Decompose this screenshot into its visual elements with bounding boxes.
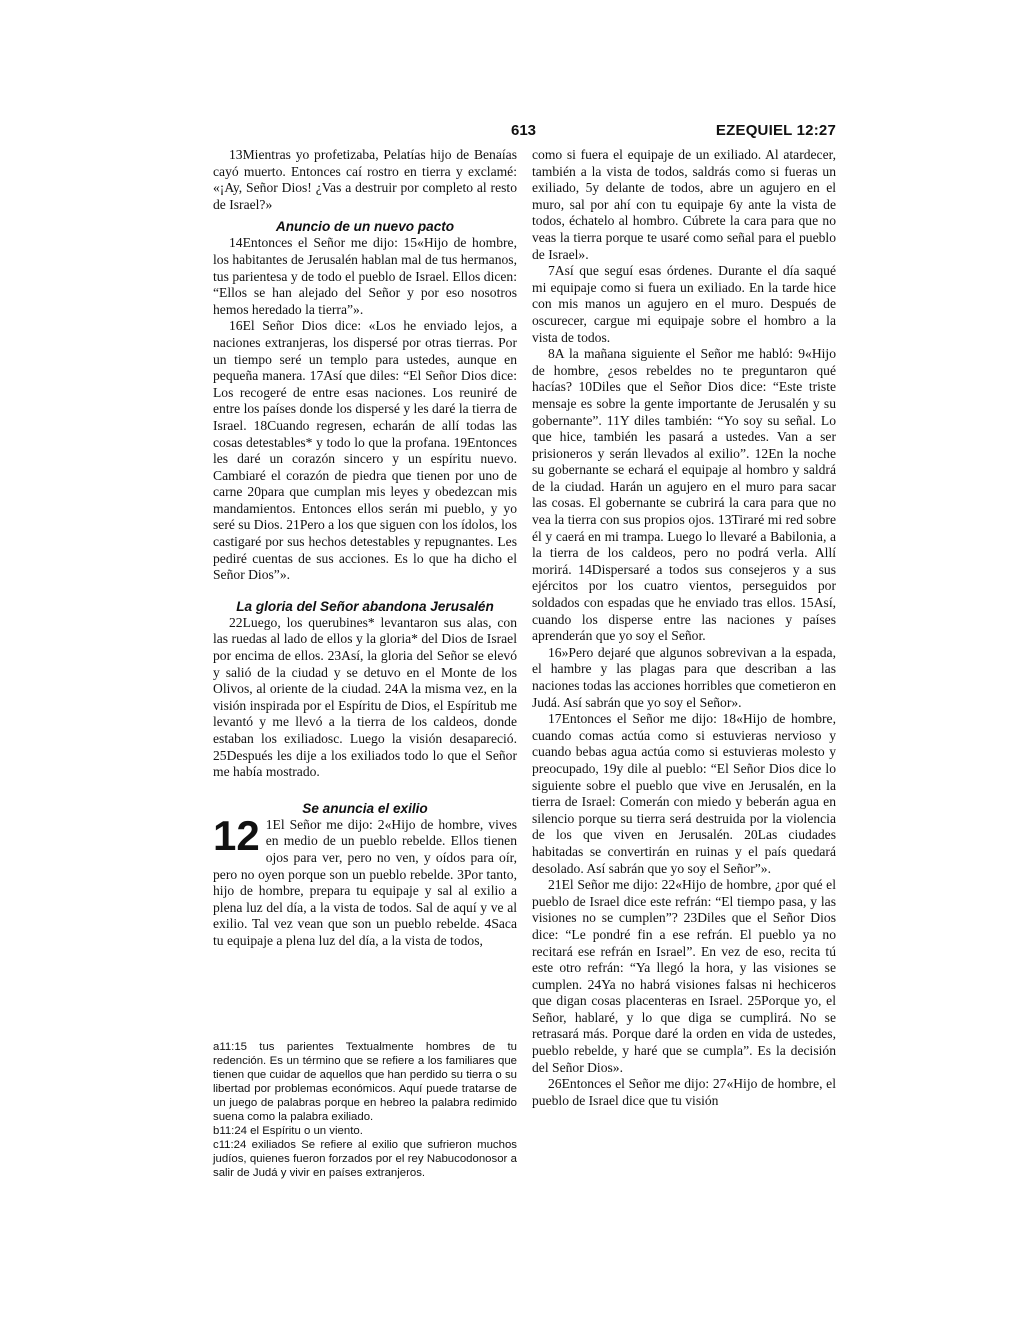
section-heading-gloria: La gloria del Señor abandona Jerusalén <box>236 598 494 614</box>
footnote-a: a11:15 tus parientes Textualmente hombres de tu redención. Es un término que se refiere a los familiares que tienen que cuidar de aquellos que han perdido su tierra o su libertad por problemas económicos. Aquí puede tratarse de un juego de palabras porque en hebreo la palabra redimido suena como la palabra exiliado. <box>213 1041 517 1123</box>
section-heading-nuevo-pacto: Anuncio de un nuevo pacto <box>275 219 455 235</box>
running-head: EZEQUIEL 12:27 <box>715 122 836 139</box>
paragraph-12-7: 7Así que seguí esas órdenes. Durante el día saqué mi equipaje como si fuera un exiliado. En la tarde hice con mis manos un agujero en el muro. Después de oscurecer, cargue mi equipaje sobre el hombro a la vista de todos. <box>532 263 836 345</box>
paragraph-12-1 <box>213 811 517 950</box>
paragraph-11-16: 16El Señor Dios dice: «Los he enviado lejos, a naciones extranjeras, los dispersé por otras tierras. Por un tiempo seré un templo para ustedes, aunque en pequeña manera. 17Así que diles: “El Señor Dios dice: Los recogeré de entre esas naciones. Los reuniré de entre los países donde los dispersé y les daré la tierra de Israel. 18Cuando regresen, echarán de allí todas las cosas detestables* y todo lo que la profana. 19Entonces les daré un corazón sincero y un espíritu nuevo. Cambiaré el corazón de piedra que tienen por uno de carne 20para que cumplan mis leyes y obedezcan mis mandamientos. Entonces ellos serán mi pueblo, y yo seré su Dios. 21Pero a los que siguen con los ídolos, los castigaré por sus hechos detestables y repugnantes. Les pediré cuentas de sus acciones. Es lo que ha dicho el Señor Dios”». <box>213 318 517 583</box>
paragraph-11-13: 13Mientras yo profetizaba, Pelatías hijo de Benaías cayó muerto. Entonces caí rostro en tierra y exclamé: «¡Ay, Señor Dios! ¿Vas a destruir por completo al resto de Israel?» <box>213 147 517 212</box>
footnote-c: c11:24 exiliados Se refiere al exilio que sufrieron muchos judíos, quienes fueron forzados por el rey Nabucodonosor a salir de Judá y vivir en países extranjeros. <box>213 1139 517 1179</box>
paragraph-11-14: 14Entonces el Señor me dijo: 15«Hijo de hombre, los habitantes de Jerusalén hablan mal de tus hermanos, tus parientesa y de todo el pueblo de Israel. Ellos dicen: “Ellos se han alejado del Señor y por eso nosotros hemos heredado la tierra”». <box>213 235 517 317</box>
chapter-number: 12 <box>213 811 260 859</box>
right-column <box>532 147 836 1109</box>
chapter-12-text: 1El Señor me dijo: 2«Hijo de hombre, vives en medio de un pueblo rebelde. Ellos tienen ojos para ver, pero no ven, y oídos para oír, pero no oyen porque son un pueblo rebelde. 3Por tanto, hijo de hombre, prepara tu equipaje y sal al exilio a plena luz del día, a la vista de todos. Sal de aquí y ve al exilio. Tal vez vean que son un pueblo rebelde. 4Saca tu equipaje a plena luz del día, a la vista de todos, <box>213 816 517 948</box>
page-header <box>213 122 836 144</box>
footnote-b: b11:24 el Espíritu o un viento. <box>213 1125 363 1137</box>
paragraph-12-16: 16»Pero dejaré que algunos sobrevivan a la espada, el hambre y las plagas para que describan a las naciones todas las acciones horribles que cometieron en Judá. Así sabrán que yo soy el Señor». <box>532 644 836 710</box>
paragraph-11-22: 22Luego, los querubines* levantaron sus alas, con las ruedas al lado de ellos y la gloria* del Dios de Israel por encima de ellos. 23Así, la gloria del Señor se elevó y salió de la ciudad y se detuvo en el Monte de los Olivos, al oriente de la ciudad. 24A la misma vez, en la visión inspirada por el Espíritu de Dios, el Espíritub me levantó y me llevó a la tierra de los caldeos, donde estaban los exiliadosc. Luego la visión desapareció. 25Después les dije a los exiliados todo lo que el Señor me había mostrado. <box>213 614 517 780</box>
paragraph-12-8: 8A la mañana siguiente el Señor me habló: 9«Hijo de hombre, ¿esos rebeldes no te preguntaron qué hacías? 10Diles que el Señor Dios dice: “Este triste mensaje es sobre la gente importante de Jerusalén y su gobernante”. 11Y diles también: “Yo soy su señal. Lo que hice, también les pasará a ustedes. Van a ser prisioneros y serán llevados al exilio”. 12En la noche su gobernante se echará el equipaje al hombro y saldrá de la ciudad. Harán un agujero en el muro para sacar las cosas. El gobernante se cubrirá la cara para que no vea la tierra con sus propios ojos. 13Tiraré mi red sobre él y caerá en mi trampa. Luego lo llevaré a Babilonia, a la tierra de los caldeos, pero no podrá verla. Allí morirá. 14Dispersaré a todos sus consejeros y a sus ejércitos por los cuatro vientos, perseguidos por soldados con espadas que he enviado tras ellos. 15Así, cuando los disperse entre las naciones y países aprenderán que yo soy el Señor. <box>532 346 836 644</box>
paragraph-12-4-cont: como si fuera el equipaje de un exiliado. Al atardecer, también a la vista de todos, saldrás como si fueras un exiliado, 5y delante de todos, abre un agujero en el muro, sal por ahí con tu equipaje 6y ante la vista de todos, échatelo al hombro. Cúbrete la cara para que no veas la tierra porque te usaré como señal para el pueblo de Israel». <box>532 147 836 262</box>
section-heading-exilio: Se anuncia el exilio <box>302 800 428 816</box>
page-number: 613 <box>511 122 537 139</box>
footnotes <box>213 1040 517 1180</box>
paragraph-12-17: 17Entonces el Señor me dijo: 18«Hijo de hombre, cuando comas actúa como si estuvieras nervioso y cuando bebas agua actúa como si estuvieras molesto y preocupado, 19y dile al pueblo: “El Señor Dios dice lo siguiente sobre el pueblo que vive en Jerusalén, en la tierra de Israel: Comerán con miedo y beberán agua en silencio porque su tierra será destruida por la violencia de los que viven en Jerusalén. 20Las ciudades habitadas se convertirán en ruinas y el país quedará desolado. Así sabrán que yo soy el Señor”». <box>532 711 836 876</box>
paragraph-12-21: 21El Señor me dijo: 22«Hijo de hombre, ¿por qué el pueblo de Israel dice este refrán: “El tiempo pasa, y las visiones no se cumplen”? 23Diles que el Señor Dios dice: “Le pondré fin a ese refrán. El pueblo ya no recitará ese refrán en Israel”. En vez de eso, recita tú este otro refrán: “Ya llegó la hora, y las visiones se cumplen. 24Ya no habrá visiones falsas ni hechiceros que digan cosas placenteras en Israel. 25Porque yo, el Señor, hablaré, y lo que diga se cumplirá. No se retrasará más. Porque daré la orden en vida de ustedes, pueblo rebelde, y haré que se cumpla”. Es la decisión del Señor Dios». <box>532 877 836 1075</box>
left-column <box>213 147 517 950</box>
paragraph-12-26: 26Entonces el Señor me dijo: 27«Hijo de hombre, el pueblo de Israel dice que tu visión <box>532 1076 836 1108</box>
